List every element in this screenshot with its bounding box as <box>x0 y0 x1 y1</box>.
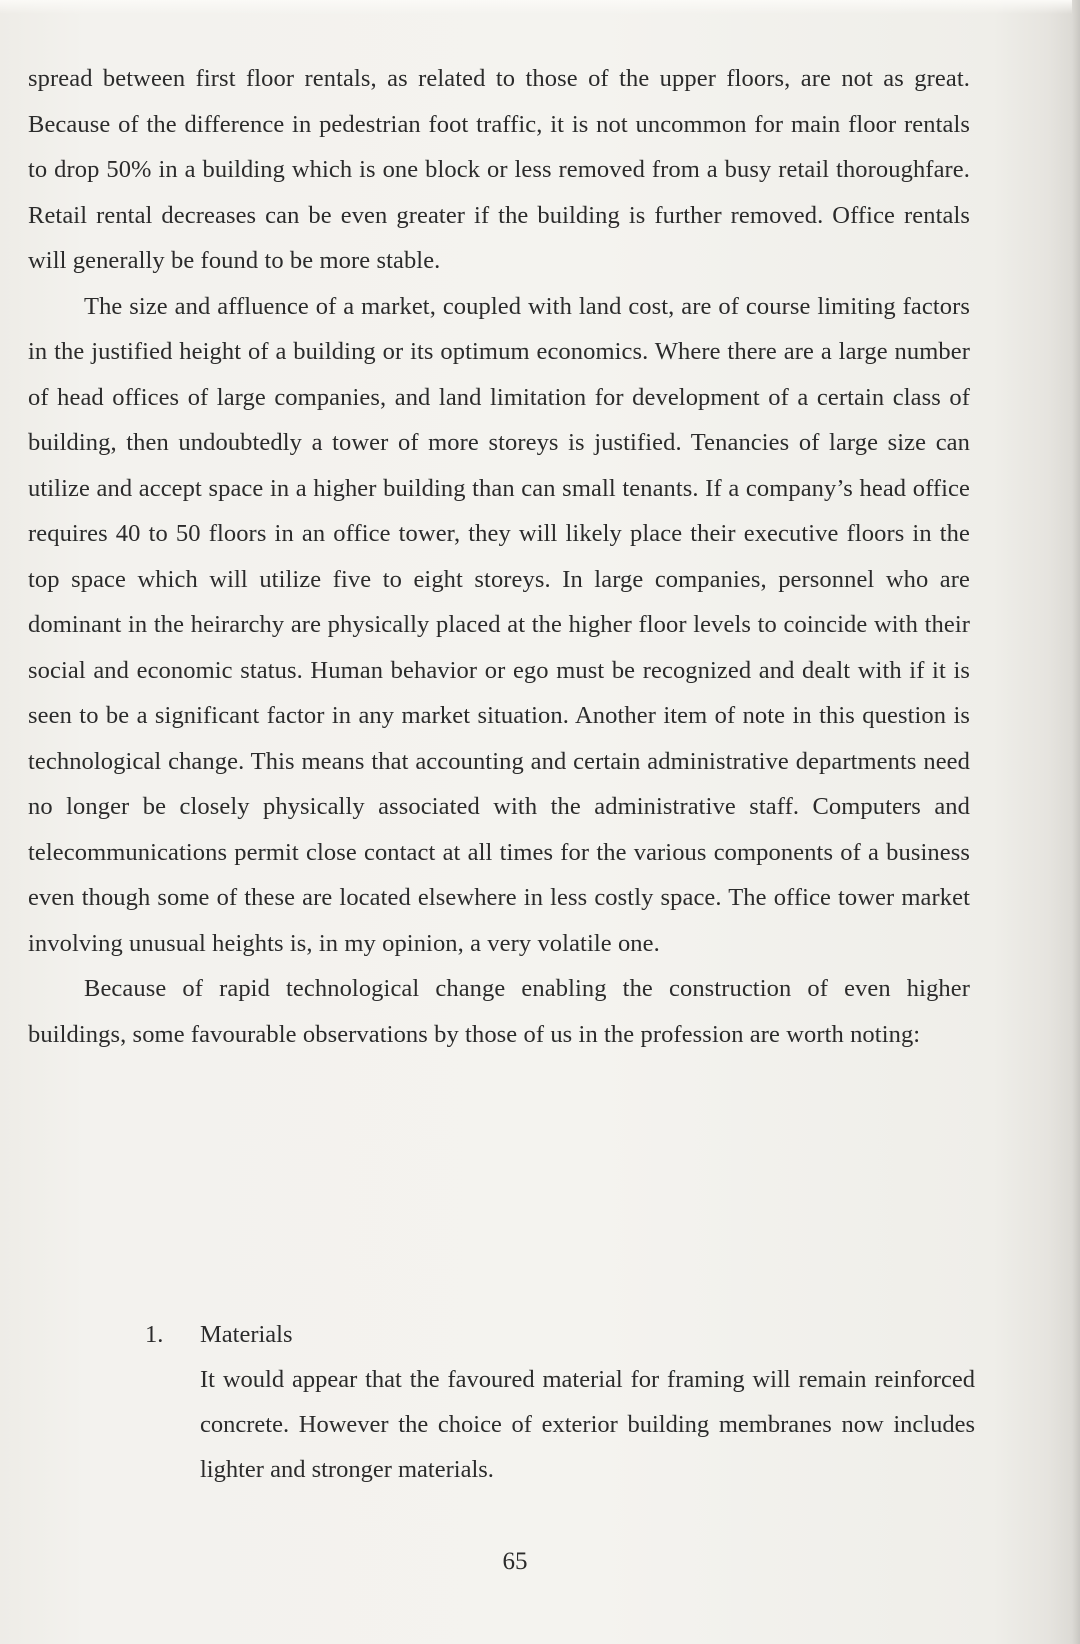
page-top-edge <box>0 0 1080 14</box>
numbered-list <box>145 1312 975 1492</box>
list-item <box>145 1312 975 1492</box>
page-number: 65 <box>502 1548 528 1575</box>
list-item-title: Materials <box>200 1321 293 1348</box>
page-right-edge <box>1072 0 1080 1644</box>
paragraph-3: Because of rapid technological change enabling the construction of even higher buildings, some favourable observations by those of us in the profession are worth noting: <box>28 975 970 1048</box>
paragraph-2: The size and affluence of a market, coupled with land cost, are of course limiting factors in the justified height of a building or its optimum economics. Where there are a large number of head offices of large companies, and land limitation for development of a certain class of building, then undoubtedly a tower of more storeys is justified. Tenancies of large size can utilize and accept space in a higher building than can small tenants. If a company’s head office requires 40 to 50 floors in an office tower, they will likely place their executive floors in the top space which will utilize five to eight storeys. In large companies, personnel who are dominant in the heirarchy are physically placed at the higher floor levels to coincide with their social and economic status. Human behavior or ego must be recognized and dealt with if it is seen to be a significant factor in any market situation. Another item of note in this question is technological change. This means that accounting and certain administrative departments need no longer be closely physically associated with the administrative staff. Computers and telecommunications permit close contact at all times for the various components of a business even though some of these are located elsewhere in less costly space. The office tower market involving unusual heights is, in my opinion, a very volatile one. <box>28 292 970 957</box>
list-item-number: 1. <box>145 1321 164 1348</box>
body-text <box>28 56 970 1057</box>
paragraph-1: spread between first floor rentals, as related to those of the upper floors, are not as great. Because of the difference in pedestrian foot traffic, it is not uncommon for main floor rentals to drop 50% in a building which is one block or less removed from a busy retail thoroughfare. Retail rental decreases can be even greater if the building is further removed. Office rentals will generally be found to be more stable. <box>28 65 970 274</box>
list-item-text: It would appear that the favoured material for framing will remain reinforced concrete. However the choice of exterior building membranes now includes lighter and stronger materials. <box>200 1366 975 1483</box>
list-item-body <box>200 1312 975 1492</box>
